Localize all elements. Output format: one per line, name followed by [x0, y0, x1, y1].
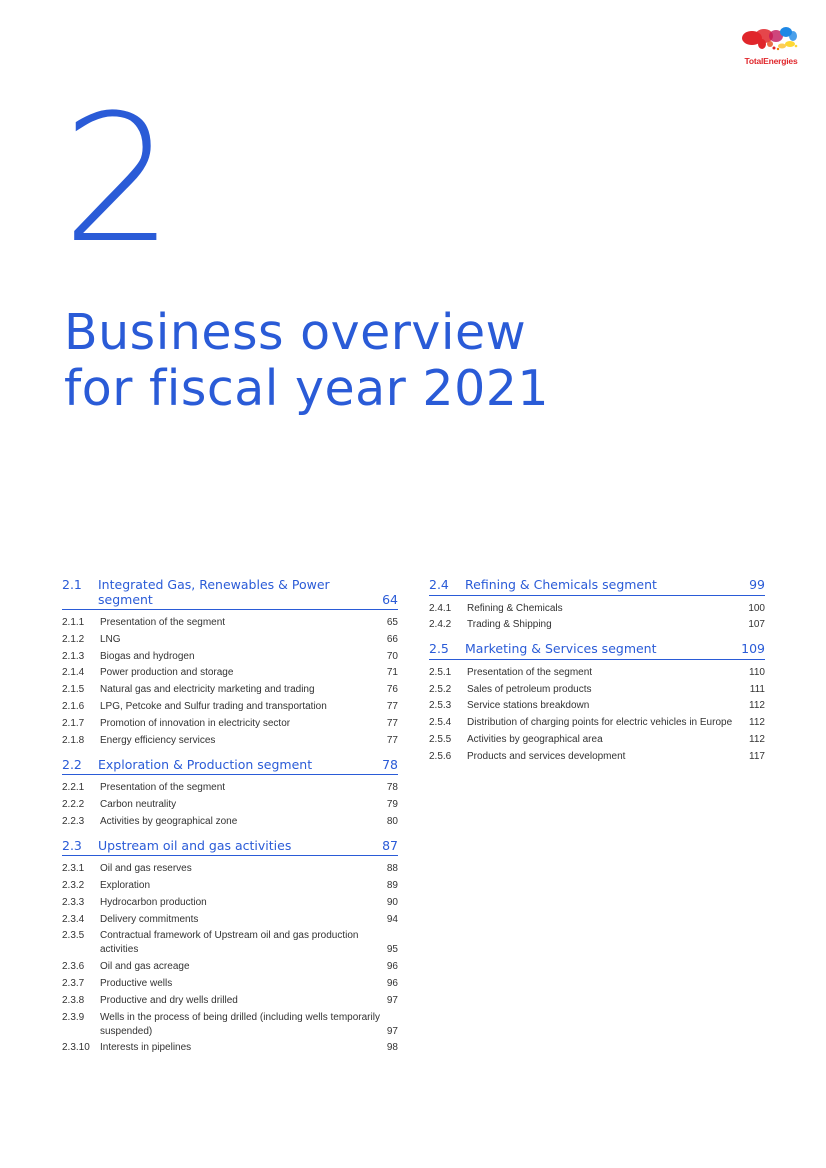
- section-page: 99: [749, 577, 765, 592]
- entry-title: Productive and dry wells drilled: [100, 994, 238, 1006]
- entry-title: Exploration: [100, 879, 151, 891]
- toc-entry[interactable]: [429, 699, 765, 713]
- entry-title: Wells in the process of being drilled (including wells temporarily suspended): [100, 1011, 380, 1037]
- entry-number: 2.5.2: [429, 683, 452, 695]
- toc-section: [429, 642, 765, 763]
- entry-page: 107: [748, 619, 765, 631]
- toc-entry[interactable]: [62, 616, 398, 630]
- toc-entry[interactable]: [62, 994, 398, 1008]
- entry-page: 76: [386, 684, 398, 696]
- entry-number: 2.1.5: [62, 684, 85, 696]
- entry-title: Distribution of charging points for electric vehicles in Europe: [467, 717, 733, 729]
- section-number: 2.3: [62, 837, 82, 853]
- entry-page: 71: [386, 667, 398, 679]
- toc-section: [62, 839, 398, 1056]
- toc-entry[interactable]: [62, 960, 398, 974]
- entry-number: 2.3.3: [62, 896, 85, 908]
- entry-page: 95: [386, 944, 398, 956]
- toc-left-column: [62, 578, 398, 1065]
- entry-number: 2.5.1: [429, 666, 452, 678]
- entry-page: 77: [386, 734, 398, 746]
- toc-section: [62, 578, 398, 748]
- entry-number: 2.5.4: [429, 717, 452, 729]
- toc-entry[interactable]: [62, 666, 398, 680]
- toc-section-heading[interactable]: [62, 578, 398, 610]
- entry-page: 112: [749, 700, 765, 712]
- entry-page: 112: [749, 717, 765, 729]
- entry-title: Contractual framework of Upstream oil and gas production activities: [100, 930, 359, 956]
- toc-entry[interactable]: [429, 733, 765, 747]
- section-title: Upstream oil and gas activities: [98, 837, 292, 853]
- entry-page: 89: [386, 879, 398, 891]
- toc-entry[interactable]: [62, 815, 398, 829]
- chapter-number: 2: [62, 77, 174, 282]
- toc-entry[interactable]: [62, 879, 398, 893]
- entry-number: 2.3.5: [62, 930, 85, 942]
- entry-number: 2.3.9: [62, 1011, 85, 1023]
- entry-title: Carbon neutrality: [100, 798, 177, 810]
- entry-title: Interests in pipelines: [100, 1042, 192, 1054]
- section-number: 2.1: [62, 577, 82, 592]
- entry-page: 110: [749, 666, 765, 678]
- entry-page: 78: [386, 782, 398, 794]
- toc-entry[interactable]: [62, 717, 398, 731]
- toc-entry[interactable]: [429, 683, 765, 697]
- section-title: Refining & Chemicals segment: [465, 577, 657, 592]
- entry-number: 2.3.2: [62, 879, 85, 891]
- toc-section: [62, 758, 398, 829]
- entry-number: 2.3.6: [62, 961, 85, 973]
- toc-section-heading[interactable]: [429, 642, 765, 660]
- toc-entry[interactable]: [62, 896, 398, 910]
- entry-title: Products and services development: [467, 750, 626, 762]
- toc-entry[interactable]: [62, 683, 398, 697]
- entry-title: Activities by geographical zone: [100, 815, 238, 827]
- entry-number: 2.3.10: [62, 1042, 90, 1054]
- entry-page: 97: [386, 1025, 398, 1037]
- toc-entry[interactable]: [62, 734, 398, 748]
- entry-number: 2.1.7: [62, 717, 85, 729]
- entry-number: 2.5.5: [429, 733, 452, 745]
- toc-entry[interactable]: [62, 862, 398, 876]
- toc-right-column: [429, 578, 765, 774]
- entry-page: 90: [386, 896, 398, 908]
- entry-number: 2.1.8: [62, 734, 85, 746]
- entry-page: 112: [749, 733, 765, 745]
- toc-entry[interactable]: [62, 633, 398, 647]
- chapter-title-line-2: for fiscal year 2021: [64, 360, 550, 417]
- toc-entry[interactable]: [429, 750, 765, 764]
- entry-number: 2.5.3: [429, 700, 452, 712]
- section-page: 64: [382, 591, 398, 607]
- toc-section-heading[interactable]: [62, 839, 398, 857]
- chapter-title: [64, 305, 744, 417]
- entry-title: LPG, Petcoke and Sulfur trading and transportation: [100, 700, 327, 712]
- entry-page: 65: [386, 617, 398, 628]
- entry-number: 2.4.2: [429, 619, 452, 631]
- entry-number: 2.2.2: [62, 798, 85, 810]
- toc-entry[interactable]: [62, 798, 398, 812]
- entry-number: 2.1.3: [62, 650, 85, 662]
- entry-page: 100: [748, 602, 765, 614]
- toc-entry[interactable]: [429, 618, 765, 632]
- entry-title: Natural gas and electricity marketing and trading: [100, 684, 315, 696]
- entry-title: Activities by geographical area: [467, 733, 603, 745]
- entry-title: Energy efficiency services: [100, 734, 216, 746]
- section-number: 2.5: [429, 641, 449, 657]
- entry-page: 98: [386, 1042, 398, 1054]
- entry-title: Oil and gas reserves: [100, 863, 192, 875]
- entry-page: 77: [386, 700, 398, 712]
- entry-page: 77: [386, 717, 398, 729]
- entry-title: Power production and storage: [100, 667, 234, 679]
- entry-number: 2.4.1: [429, 602, 452, 614]
- toc-section-heading[interactable]: [62, 758, 398, 776]
- section-page: 87: [382, 837, 398, 853]
- entry-page: 117: [749, 750, 765, 762]
- entry-title: Delivery commitments: [100, 913, 199, 925]
- entry-page: 88: [386, 863, 398, 875]
- entry-title: Promotion of innovation in electricity sector: [100, 717, 291, 729]
- entry-title: Refining & Chemicals: [467, 602, 563, 614]
- toc-entry[interactable]: [429, 716, 765, 730]
- section-number: 2.2: [62, 756, 82, 772]
- entry-number: 2.3.1: [62, 863, 85, 875]
- section-title: Integrated Gas, Renewables & Power segment: [98, 577, 330, 607]
- toc-entry[interactable]: [62, 700, 398, 714]
- entry-title: Presentation of the segment: [467, 666, 593, 678]
- entry-page: 111: [749, 683, 765, 695]
- entry-number: 2.1.6: [62, 700, 85, 712]
- section-page: 78: [382, 756, 398, 772]
- entry-page: 94: [386, 913, 398, 925]
- entry-page: 96: [386, 977, 398, 989]
- toc-entry[interactable]: [62, 781, 398, 795]
- entry-title: LNG: [100, 633, 121, 645]
- entry-number: 2.1.1: [62, 617, 85, 628]
- chapter-title-line-1: Business overview: [64, 304, 527, 361]
- toc-entry[interactable]: [62, 913, 398, 927]
- entry-number: 2.1.4: [62, 667, 85, 679]
- entry-title: Trading & Shipping: [467, 619, 552, 631]
- toc-entry[interactable]: [429, 666, 765, 680]
- section-title: Exploration & Production segment: [98, 756, 313, 772]
- entry-page: 66: [386, 633, 398, 645]
- entry-number: 2.2.1: [62, 782, 85, 794]
- entry-title: Service stations breakdown: [467, 700, 590, 712]
- entry-number: 2.3.8: [62, 994, 85, 1006]
- entry-number: 2.3.4: [62, 913, 85, 925]
- toc-section: [429, 578, 765, 632]
- toc-entry[interactable]: [62, 1041, 398, 1055]
- entry-title: Biogas and hydrogen: [100, 650, 195, 662]
- entry-title: Oil and gas acreage: [100, 961, 190, 973]
- entry-page: 79: [386, 798, 398, 810]
- section-page: 109: [741, 641, 765, 657]
- entry-title: Sales of petroleum products: [467, 683, 592, 695]
- entry-page: 97: [386, 994, 398, 1006]
- section-number: 2.4: [429, 577, 449, 592]
- entry-page: 96: [386, 961, 398, 973]
- toc-entry[interactable]: [429, 602, 765, 616]
- toc-entry[interactable]: [62, 929, 398, 957]
- toc-entry[interactable]: [62, 1011, 398, 1039]
- entry-number: 2.5.6: [429, 750, 452, 762]
- entry-title: Presentation of the segment: [100, 782, 226, 794]
- entry-title: Presentation of the segment: [100, 617, 226, 628]
- entry-number: 2.1.2: [62, 633, 85, 645]
- entry-page: 70: [386, 650, 398, 662]
- entry-page: 80: [386, 815, 398, 827]
- toc-entry[interactable]: [62, 650, 398, 664]
- logo-wordmark: TotalEnergies: [744, 56, 798, 66]
- entry-number: 2.3.7: [62, 977, 85, 989]
- entry-title: Hydrocarbon production: [100, 896, 207, 908]
- entry-number: 2.2.3: [62, 815, 85, 827]
- toc-entry[interactable]: [62, 977, 398, 991]
- entry-title: Productive wells: [100, 977, 173, 989]
- section-title: Marketing & Services segment: [465, 641, 657, 657]
- toc-section-heading[interactable]: [429, 578, 765, 596]
